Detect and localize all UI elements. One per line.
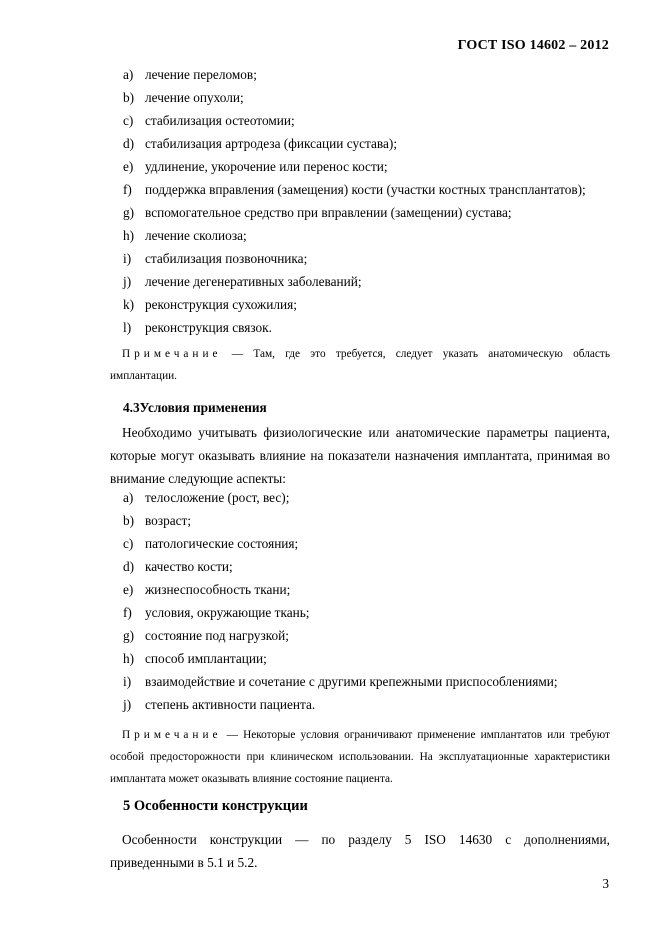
section-4-3-paragraph: Необходимо учитывать физиологические или анатомические параметры пациента, которые могут оказывать влияние на показатели назначения имплантата, принимая во внимание следующие аспекты: xyxy=(110,425,610,486)
list-item-text: реконструкция связок. xyxy=(145,320,272,335)
list-item xyxy=(123,605,310,621)
list-item xyxy=(123,274,362,290)
list-item xyxy=(123,182,586,198)
list-item-letter: a) xyxy=(123,490,134,505)
list-item xyxy=(123,697,315,713)
list-item-text: лечение опухоли; xyxy=(145,90,244,105)
list-item xyxy=(123,297,297,313)
list-item xyxy=(123,159,388,175)
section-5-heading: 5 Особенности конструкции xyxy=(123,798,308,814)
list-item-text: лечение дегенеративных заболеваний; xyxy=(145,274,362,289)
note-2-label: Примечание xyxy=(122,729,222,741)
section-4-3-heading: 4.3Условия применения xyxy=(123,400,267,415)
document-code-header: ГОСТ ISO 14602 – 2012 xyxy=(457,38,609,53)
list-item-letter: c) xyxy=(123,113,134,128)
list-item-letter: c) xyxy=(123,536,134,551)
list-item-letter: i) xyxy=(123,674,132,689)
list-item-text: стабилизация артродеза (фиксации сустава); xyxy=(145,136,398,151)
list-item-text: стабилизация позвоночника; xyxy=(145,251,308,266)
list-item-text: реконструкция сухожилия; xyxy=(145,297,297,312)
list-item xyxy=(123,651,267,667)
page-number: 3 xyxy=(602,876,609,891)
list-item-text: взаимодействие и сочетание с другими крепежными приспособлениями; xyxy=(145,674,558,689)
list-item-text: жизнеспособность ткани; xyxy=(145,582,291,597)
list-item-letter: i) xyxy=(123,251,132,266)
list-item-text: поддержка вправления (замещения) кости (участки костных трансплантатов); xyxy=(145,182,586,197)
list-item-letter: f) xyxy=(123,182,132,197)
list-item-letter: e) xyxy=(123,582,134,597)
list-item-text: степень активности пациента. xyxy=(145,697,316,712)
list-item xyxy=(123,628,289,644)
list-item-letter: a) xyxy=(123,67,134,82)
note-2-text: — Некоторые условия ограничивают применение имплантатов или требуют особой предосторожности при клиническом использовании. На эксплуатационные характеристики имплантата может оказывать влияние состояние пациента. xyxy=(110,729,610,785)
list-item-letter: j) xyxy=(123,274,132,289)
list-item xyxy=(123,536,298,552)
note-1-label: Примечание xyxy=(122,348,222,360)
list-item-text: условия, окружающие ткань; xyxy=(145,605,310,620)
list-item xyxy=(123,251,307,267)
list-item-letter: d) xyxy=(123,559,135,574)
list-item-text: вспомогательное средство при вправлении (замещении) сустава; xyxy=(145,205,512,220)
list-item xyxy=(123,67,257,83)
note-1 xyxy=(110,343,610,387)
list-item-letter: e) xyxy=(123,159,134,174)
list-item xyxy=(123,674,558,690)
list-item xyxy=(123,513,191,529)
list-item-letter: g) xyxy=(123,628,135,643)
list-item-letter: j) xyxy=(123,697,132,712)
list-item xyxy=(123,90,244,106)
list-item-text: способ имплантации; xyxy=(145,651,267,666)
list-item xyxy=(123,582,290,598)
list-item-letter: b) xyxy=(123,90,135,105)
list-item-letter: k) xyxy=(123,297,135,312)
list-item-text: лечение сколиоза; xyxy=(145,228,247,243)
list-item-text: качество кости; xyxy=(145,559,233,574)
list-item-letter: g) xyxy=(123,205,135,220)
list-item-letter: h) xyxy=(123,651,135,666)
section-5-paragraph: Особенности конструкции — по разделу 5 ISO 14630 с дополнениями, приведенными в 5.1 и 5.2. xyxy=(110,832,610,870)
list-item xyxy=(123,320,272,336)
note-2 xyxy=(110,724,610,790)
list-item-text: патологические состояния; xyxy=(145,536,299,551)
list-item xyxy=(123,113,295,129)
list-item xyxy=(123,490,289,506)
list-item xyxy=(123,136,397,152)
list-item-text: возраст; xyxy=(145,513,192,528)
list-item-letter: h) xyxy=(123,228,135,243)
list-item-letter: l) xyxy=(123,320,132,335)
list-item-text: стабилизация остеотомии; xyxy=(145,113,295,128)
list-item-text: удлинение, укорочение или перенос кости; xyxy=(145,159,388,174)
list-item-letter: d) xyxy=(123,136,135,151)
list-item xyxy=(123,228,247,244)
list-item-text: лечение переломов; xyxy=(145,67,257,82)
list-item xyxy=(123,205,512,221)
list-item xyxy=(123,559,233,575)
list-item-letter: b) xyxy=(123,513,135,528)
list-item-letter: f) xyxy=(123,605,132,620)
list-item-text: телосложение (рост, вес); xyxy=(145,490,290,505)
list-item-text: состояние под нагрузкой; xyxy=(145,628,289,643)
note-1-text: — Там, где это требуется, следует указать анатомическую область имплантации. xyxy=(110,348,610,382)
